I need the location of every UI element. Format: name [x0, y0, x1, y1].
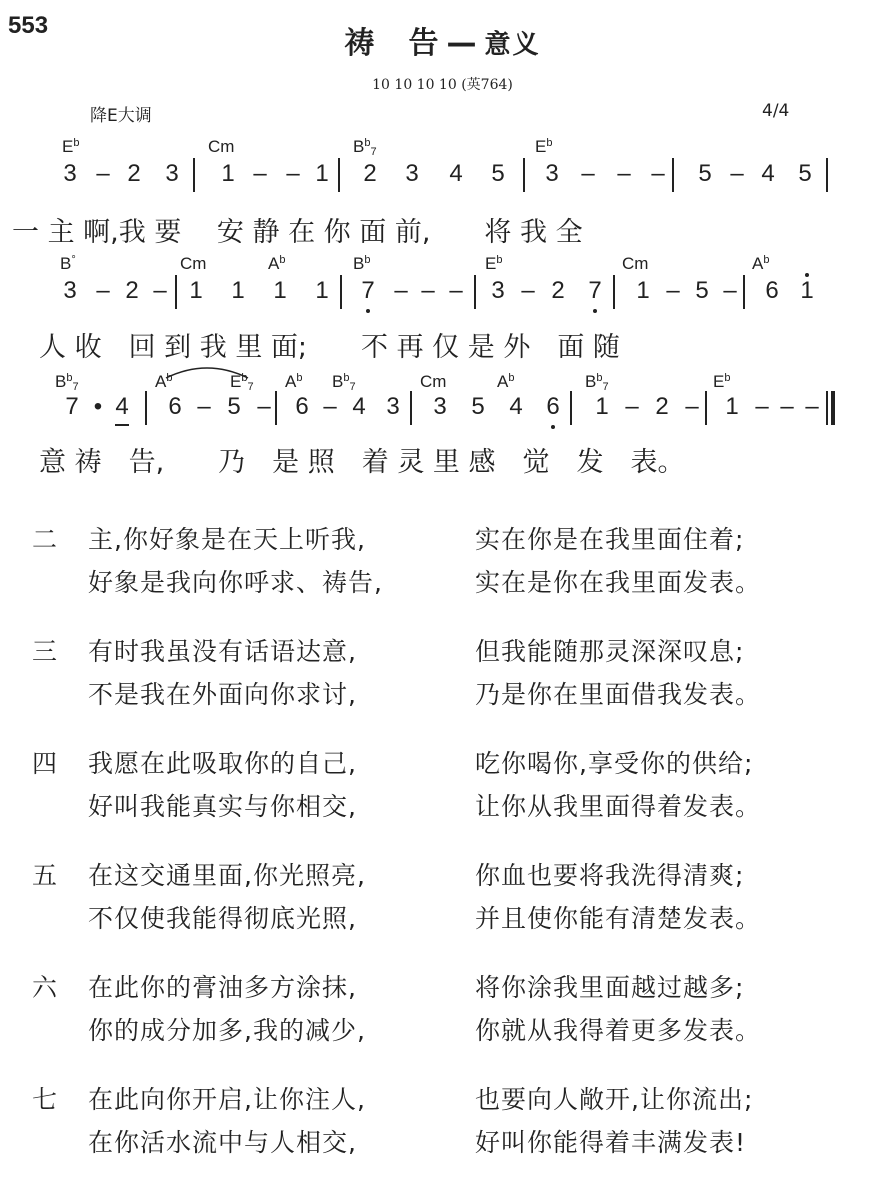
jianpu-note: 6 [765, 277, 779, 304]
jianpu-note: – [805, 393, 819, 420]
verse-line: 主,你好象是在天上听我, [88, 525, 366, 554]
jianpu-note: – [421, 277, 435, 304]
chord-symbol: $E^b$ [62, 137, 80, 156]
jianpu-note: 3 [545, 160, 559, 187]
title-dash: — [446, 26, 479, 61]
notation-line [0, 160, 885, 194]
chord-symbol: $B^b_7$ [55, 372, 79, 393]
jianpu-note: 4 [449, 160, 463, 187]
time-signature: 4/4 [762, 101, 790, 121]
jianpu-note: – [666, 277, 680, 304]
jianpu-note: 2 [127, 160, 141, 187]
verse-line: 我愿在此吸取你的自己, [88, 749, 357, 778]
title-subtitle: 意义 [484, 30, 541, 60]
chord-symbol: Cm [208, 137, 235, 156]
bar-line [523, 158, 525, 192]
jianpu-note: – [257, 393, 271, 420]
chord-symbol: B° [60, 254, 76, 273]
jianpu-note: 4 [112, 393, 132, 421]
tie-slur [162, 364, 252, 380]
verse-line: 在这交通里面,你光照亮, [88, 861, 366, 890]
bar-line [613, 275, 615, 309]
jianpu-note: 5 [491, 160, 505, 187]
chord-symbol: $B^b_7$ [332, 372, 356, 393]
verse-line: 你血也要将我洗得清爽; [475, 861, 745, 890]
verse-line: 让你从我里面得着发表。 [475, 792, 762, 821]
bar-line [826, 158, 828, 192]
jianpu-note: 5 [695, 277, 709, 304]
notation-line [0, 393, 885, 427]
bar-line [743, 275, 745, 309]
hymn-title [0, 18, 885, 62]
jianpu-note: 4 [761, 160, 775, 187]
chord-symbol: $E^b_7$ [230, 372, 254, 393]
jianpu-note: – [755, 393, 769, 420]
jianpu-note: 2 [551, 277, 565, 304]
jianpu-note: 1 [725, 393, 739, 420]
jianpu-note: 3 [63, 277, 77, 304]
bar-line [410, 391, 412, 425]
jianpu-note: 4 [509, 393, 523, 420]
final-bar-line [826, 391, 835, 425]
verse-line: 但我能随那灵深深叹息; [475, 637, 745, 666]
jianpu-note: 1 [595, 393, 609, 420]
jianpu-note: – [730, 160, 744, 187]
jianpu-note: 1 [221, 160, 235, 187]
jianpu-note: 7 [358, 277, 378, 305]
jianpu-note: – [153, 277, 167, 304]
bar-line [193, 158, 195, 192]
jianpu-note: 1 [231, 277, 245, 304]
chord-symbol: Cm [180, 254, 207, 273]
chord-symbol: $E^b$ [535, 137, 553, 156]
jianpu-note: 1 [315, 160, 329, 187]
bar-line [340, 275, 342, 309]
jianpu-note: 7 [585, 277, 605, 305]
jianpu-note: – [581, 160, 595, 187]
chord-symbol: $B^b$ [353, 254, 371, 273]
jianpu-note: 5 [471, 393, 485, 420]
chord-symbol: Cm [420, 372, 447, 391]
verse-number: 三 [32, 637, 59, 666]
bar-line [338, 158, 340, 192]
bar-line [275, 391, 277, 425]
jianpu-note: 1 [797, 277, 817, 305]
meter: 10 10 10 10 (英764) [372, 77, 513, 93]
verse-number: 四 [32, 749, 59, 778]
verse-line: 你就从我得着更多发表。 [475, 1016, 762, 1045]
jianpu-note: 1 [636, 277, 650, 304]
verse-line: 好叫我能真实与你相交, [88, 792, 357, 821]
verse-number: 五 [32, 861, 59, 890]
verse-line: 在此向你开启,让你注人, [88, 1085, 366, 1114]
jianpu-note: 1 [273, 277, 287, 304]
jianpu-note: – [521, 277, 535, 304]
chord-symbol: $B^b_7$ [353, 137, 377, 158]
verse-line: 实在你是在我里面住着; [475, 525, 745, 554]
jianpu-note: – [723, 277, 737, 304]
title-main: 祷 告 [344, 26, 441, 61]
verse-line: 在此你的膏油多方涂抹, [88, 973, 357, 1002]
verse-line: 你的成分加多,我的减少, [88, 1016, 366, 1045]
chord-symbol: $A^b$ [285, 372, 303, 391]
chord-symbol: $A^b$ [268, 254, 286, 273]
chord-symbol: $E^b$ [713, 372, 731, 391]
jianpu-note: 7 [65, 393, 79, 420]
jianpu-note: – [651, 160, 665, 187]
verse-line: 不仅使我能得彻底光照, [88, 904, 357, 933]
bar-line [672, 158, 674, 192]
jianpu-note: 1 [315, 277, 329, 304]
chord-symbol: Cm [622, 254, 649, 273]
chord-symbol: $B^b_7$ [585, 372, 609, 393]
jianpu-note: – [253, 160, 267, 187]
chord-symbol: $A^b$ [497, 372, 515, 391]
jianpu-note: – [449, 277, 463, 304]
jianpu-note: 2 [363, 160, 377, 187]
jianpu-note: 5 [698, 160, 712, 187]
verse-line: 有时我虽没有话语达意, [88, 637, 357, 666]
verse-line: 不是我在外面向你求讨, [88, 680, 357, 709]
lyric-line: 意 祷 告, 乃 是 照 着 灵 里 感 觉 发 表。 [12, 447, 685, 478]
jianpu-note: – [394, 277, 408, 304]
jianpu-note: – [323, 393, 337, 420]
jianpu-note: 4 [352, 393, 366, 420]
jianpu-note: 6 [168, 393, 182, 420]
jianpu-note: – [780, 393, 794, 420]
verse-line: 将你涂我里面越过越多; [475, 973, 745, 1002]
bar-line [570, 391, 572, 425]
jianpu-note: 6 [543, 393, 563, 421]
chord-symbol: $E^b$ [485, 254, 503, 273]
jianpu-note: 3 [433, 393, 447, 420]
verse-line: 实在是你在我里面发表。 [475, 568, 762, 597]
hymn-number: 553 [8, 12, 49, 39]
jianpu-note: 1 [189, 277, 203, 304]
jianpu-note: 3 [63, 160, 77, 187]
jianpu-note: – [96, 160, 110, 187]
notation-line [0, 277, 885, 311]
verse-line: 吃你喝你,享受你的供给; [475, 749, 754, 778]
verse-number: 六 [32, 973, 59, 1002]
jianpu-note: 3 [386, 393, 400, 420]
verse-line: 好象是我向你呼求、祷告, [88, 568, 383, 597]
jianpu-note: – [685, 393, 699, 420]
verse-line: 也要向人敞开,让你流出; [475, 1085, 754, 1114]
jianpu-note: – [617, 160, 631, 187]
jianpu-note: – [96, 277, 110, 304]
bar-line [145, 391, 147, 425]
bar-line [175, 275, 177, 309]
chord-symbol: $A^b$ [155, 372, 173, 391]
verse-number: 七 [32, 1085, 59, 1114]
jianpu-note: • [93, 393, 103, 420]
jianpu-note: – [197, 393, 211, 420]
jianpu-note: 5 [227, 393, 241, 420]
jianpu-note: – [286, 160, 300, 187]
jianpu-note: 5 [798, 160, 812, 187]
verse-line: 好叫你能得着丰满发表! [475, 1128, 747, 1157]
verse-number: 二 [32, 525, 59, 554]
jianpu-note: – [625, 393, 639, 420]
jianpu-note: 6 [295, 393, 309, 420]
bar-line [705, 391, 707, 425]
jianpu-note: 2 [125, 277, 139, 304]
lyric-line: 一 主 啊,我 要 安 静 在 你 面 前, 将 我 全 [12, 217, 583, 248]
jianpu-note: 3 [491, 277, 505, 304]
jianpu-note: 3 [165, 160, 179, 187]
jianpu-note: 2 [655, 393, 669, 420]
verse-line: 并且使你能有清楚发表。 [475, 904, 762, 933]
verse-line: 在你活水流中与人相交, [88, 1128, 357, 1157]
jianpu-note: 3 [405, 160, 419, 187]
key-signature: 降E大调 [90, 106, 152, 126]
verse-line: 乃是你在里面借我发表。 [475, 680, 762, 709]
lyric-line: 人 收 回 到 我 里 面; 不 再 仅 是 外 面 随 [12, 332, 620, 363]
bar-line [474, 275, 476, 309]
chord-symbol: $A^b$ [752, 254, 770, 273]
